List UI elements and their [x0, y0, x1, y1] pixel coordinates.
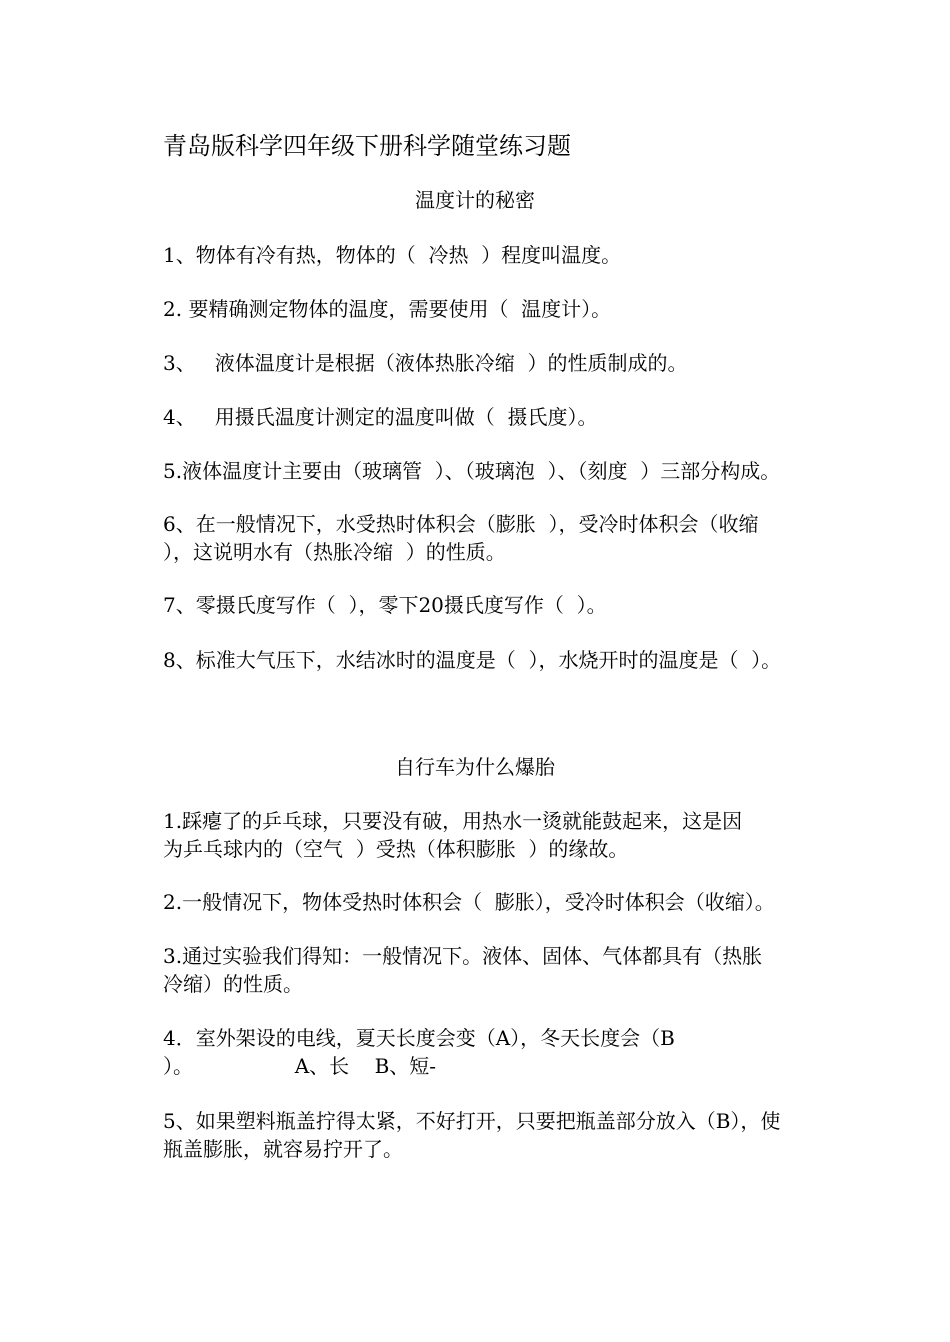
question-1-2: 2. 要精确测定物体的温度，需要使用（ 温度计）。 [163, 297, 612, 321]
question-2-1-line-1: 1.踩瘪了的乒乓球，只要没有破，用热水一烫就能鼓起来，这是因 [163, 809, 743, 833]
section-heading-thermometer: 温度计的秘密 [415, 188, 535, 212]
question-2-5-line-2: 瓶盖膨胀，就容易拧开了。 [163, 1137, 403, 1161]
question-1-8: 8、标准大气压下，水结冰时的温度是（ ），水烧开时的温度是（ ）。 [163, 648, 782, 672]
section-heading-bicycle: 自行车为什么爆胎 [395, 755, 555, 779]
question-1-7: 7、零摄氏度写作（ ），零下20摄氏度写作（ ）。 [163, 593, 607, 617]
question-1-5: 5.液体温度计主要由（玻璃管 ）、（玻璃泡 ）、（刻度 ）三部分构成。 [163, 459, 781, 483]
question-1-3: 3、 液体温度计是根据（液体热胀冷缩 ）的性质制成的。 [163, 351, 688, 375]
question-2-3-line-1: 3.通过实验我们得知：一般情况下。液体、固体、气体都具有（热胀 [163, 944, 763, 968]
question-1-6-line-1: 6、在一般情况下，水受热时体积会（膨胀 ），受冷时体积会（收缩 [163, 512, 759, 536]
question-2-5-line-1: 5、如果塑料瓶盖拧得太紧，不好打开，只要把瓶盖部分放入（B），使 [163, 1109, 781, 1133]
question-2-3-line-2: 冷缩）的性质。 [163, 972, 303, 996]
question-2-2: 2.一般情况下，物体受热时体积会（ 膨胀），受冷时体积会（收缩）。 [163, 890, 775, 914]
document-title: 青岛版科学四年级下册科学随堂练习题 [163, 132, 571, 160]
question-2-4-line-1: 4．室外架设的电线，夏天长度会变（A），冬天长度会（B [163, 1026, 675, 1050]
question-1-4: 4、 用摄氏温度计测定的温度叫做（ 摄氏度）。 [163, 405, 598, 429]
question-1-6-line-2: ），这说明水有（热胀冷缩 ）的性质。 [163, 540, 506, 564]
question-2-1-line-2: 为乒乓球内的（空气 ）受热（体积膨胀 ）的缘故。 [163, 837, 629, 861]
question-2-4-line-2: ）。 A、长 B、短- [163, 1054, 437, 1078]
question-1-1: 1、物体有冷有热，物体的（ 冷热 ）程度叫温度。 [163, 243, 622, 267]
